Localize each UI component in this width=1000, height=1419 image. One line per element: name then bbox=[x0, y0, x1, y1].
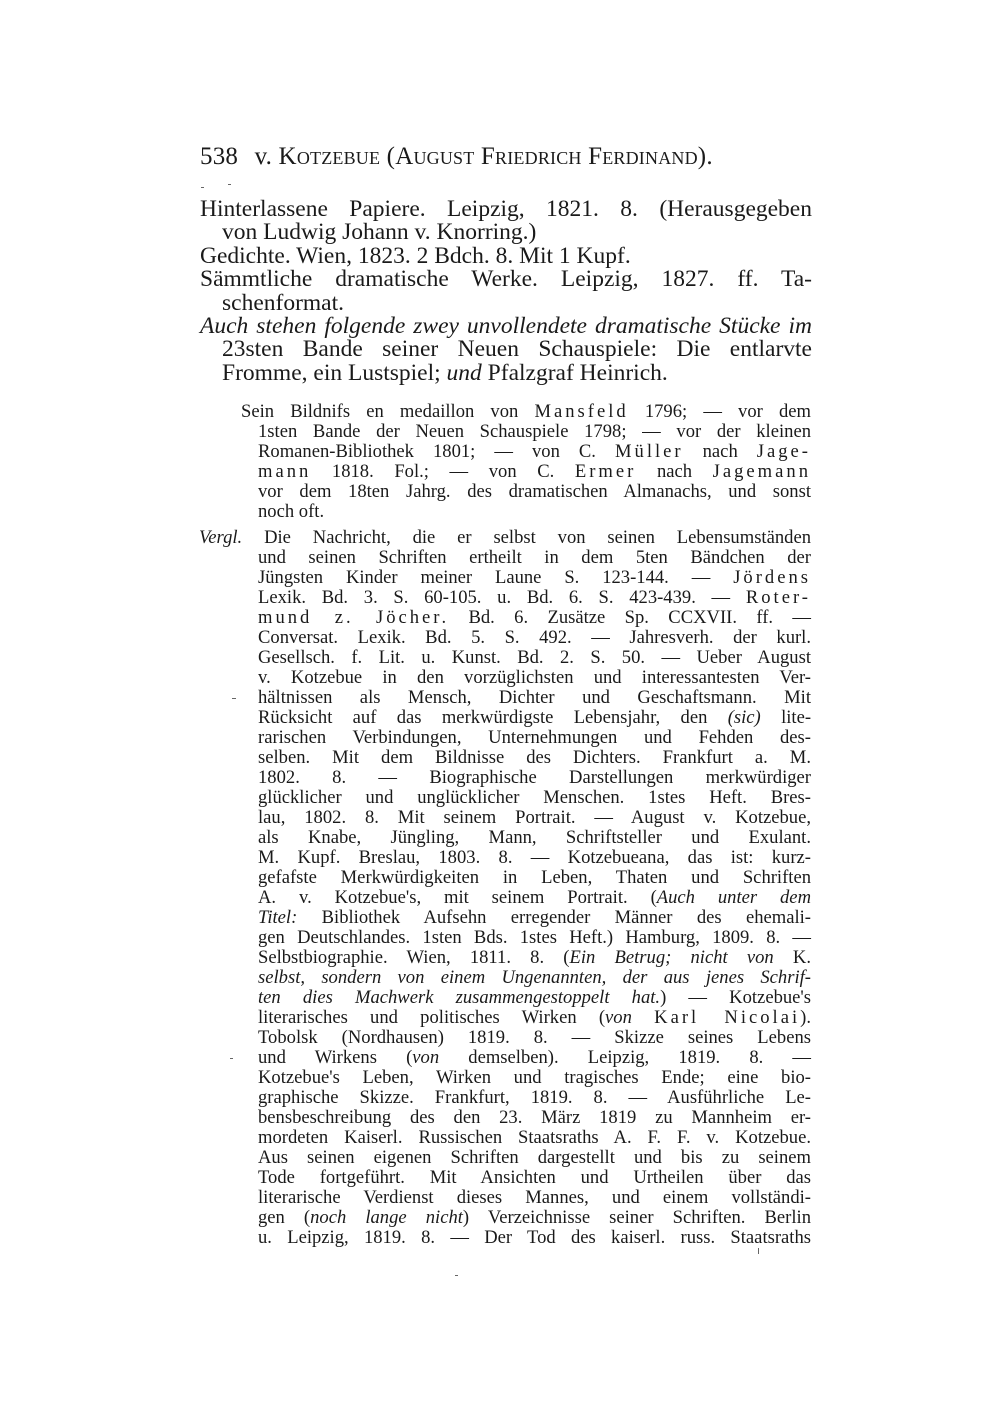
note-line: ten dies Machwerk zusammengestoppelt hat.) — Kotzebue's bbox=[258, 987, 811, 1008]
speck bbox=[232, 698, 236, 699]
note-line: rarischen Verbindungen, Unternehmungen und Fehden des- bbox=[258, 727, 811, 748]
note-line: Jüngsten Kinder meiner Laune S. 123-144. — Jördens bbox=[258, 567, 811, 588]
note-line: Lexik. Bd. 3. S. 60-105. u. Bd. 6. S. 423-439. — Roter- bbox=[258, 587, 811, 608]
note-line: selben. Mit dem Bildnisse des Dichters. Frankfurt a. M. bbox=[258, 747, 811, 768]
work-entry-line: Fromme, ein Lustspiel; und Pfalzgraf Heinrich. bbox=[222, 359, 668, 386]
note-line: gefafste Merkwürdigkeiten in Leben, Thaten und Schriften bbox=[258, 867, 811, 888]
note-line: M. Kupf. Breslau, 1803. 8. — Kotzebueana, das ist: kurz- bbox=[258, 847, 811, 868]
note-line: mann 1818. Fol.; — von C. Ermer nach Jagemann bbox=[258, 461, 811, 482]
work-entry-line: schenformat. bbox=[222, 289, 345, 316]
note-line: Romanen-Bibliothek 1801; — von C. Müller nach Jage- bbox=[258, 441, 811, 462]
speck bbox=[228, 184, 231, 185]
note-line: literarisches und politisches Wirken (von Karl Nicolai). bbox=[258, 1007, 811, 1028]
note-line: glücklicher und unglücklicher Menschen. 1stes Heft. Bres- bbox=[258, 787, 811, 808]
note-line: Conversat. Lexik. Bd. 5. S. 492. — Jahresverh. der kurl. bbox=[258, 627, 811, 648]
note-line: Titel: Bibliothek Aufsehn erregender Männer des ehemali- bbox=[258, 907, 811, 928]
note-line: Vergl. Die Nachricht, die er selbst von seinen Lebensumständen bbox=[199, 527, 811, 548]
work-entry-line: Sämmtliche dramatische Werke. Leipzig, 1827. ff. Ta- bbox=[200, 266, 812, 293]
work-entry-line: Auch stehen folgende zwey unvollendete dramatische Stücke im bbox=[200, 312, 812, 339]
note-line: 1802. 8. — Biographische Darstellungen merkwürdiger bbox=[258, 767, 811, 788]
works-list bbox=[200, 198, 812, 385]
note-line: Selbstbiographie. Wien, 1811. 8. (Ein Betrug; nicht von K. bbox=[258, 947, 811, 968]
note-line: v. Kotzebue in den vorzüglichsten und interessantesten Ver- bbox=[258, 667, 811, 688]
page-number: 538 bbox=[200, 143, 239, 170]
note-line: vor dem 18ten Jahrg. des dramatischen Almanachs, und sonst bbox=[258, 481, 811, 502]
work-entry-line: 23sten Bande seiner Neuen Schauspiele: Die entlarvte bbox=[222, 336, 812, 363]
note-line: noch oft. bbox=[258, 501, 325, 522]
note-line: lau, 1802. 8. Mit seinem Portrait. — August v. Kotzebue, bbox=[258, 807, 811, 828]
note-line: literarische Verdienst dieses Mannes, und einem vollständi- bbox=[258, 1187, 811, 1208]
note-line: graphische Skizze. Frankfurt, 1819. 8. — Ausführliche Le- bbox=[258, 1087, 811, 1108]
note-line: und Wirkens (von demselben). Leipzig, 1819. 8. — bbox=[258, 1047, 811, 1068]
note-line: Tobolsk (Nordhausen) 1819. 8. — Skizze seines Lebens bbox=[258, 1027, 811, 1048]
note-line: Aus seinen eigenen Schriften dargestellt und bis zu seinem bbox=[258, 1147, 811, 1168]
work-entry-line: Gedichte. Wien, 1823. 2 Bdch. 8. Mit 1 Kupf. bbox=[200, 242, 631, 269]
header-title: v. KOTZEBUE (AUGUST FRIEDRICH FERDINAND). bbox=[254, 143, 713, 170]
note-line: hältnissen als Mensch, Dichter und Geschaftsmann. Mit bbox=[258, 687, 811, 708]
note-line: Rücksicht auf das merkwürdigste Lebensjahr, den (sic) lite- bbox=[258, 707, 812, 728]
work-entry-line: von Ludwig Johann v. Knorring.) bbox=[222, 219, 537, 246]
note-line: A. v. Kotzebue's, mit seinem Portrait. (Auch unter dem bbox=[258, 887, 811, 908]
note-line: 1sten Bande der Neuen Schauspiele 1798; — vor der kleinen bbox=[258, 421, 811, 442]
work-entry-line: Hinterlassene Papiere. Leipzig, 1821. 8. (Herausgegeben bbox=[200, 196, 812, 222]
portraits-paragraph bbox=[213, 402, 811, 522]
reference-label: Vergl. bbox=[199, 527, 243, 548]
speck bbox=[758, 1248, 759, 1254]
running-header bbox=[200, 143, 713, 171]
notes-block bbox=[199, 401, 812, 1248]
speck bbox=[230, 1058, 233, 1059]
note-line: Gesellsch. f. Lit. u. Kunst. Bd. 2. S. 50. — Ueber August bbox=[258, 647, 811, 668]
note-line: mordeten Kaiserl. Russischen Staatsraths A. F. F. v. Kotzebue. bbox=[258, 1127, 811, 1148]
note-line: mund z. Jöcher. Bd. 6. Zusätze Sp. CCXVII. ff. — bbox=[258, 607, 811, 628]
note-line: Tode fortgeführt. Mit Ansichten und Urtheilen über das bbox=[258, 1167, 811, 1188]
note-line: bensbeschreibung des den 23. März 1819 zu Mannheim er- bbox=[258, 1107, 811, 1128]
references-paragraph bbox=[199, 527, 812, 1248]
speck bbox=[455, 1275, 458, 1276]
note-line: gen Deutschlandes. 1sten Bds. 1stes Heft.) Hamburg, 1809. 8. — bbox=[258, 927, 811, 948]
note-line: als Knabe, Jüngling, Mann, Schriftsteller und Exulant. bbox=[258, 827, 811, 848]
note-line: selbst, sondern von einem Ungenannten, der aus jenes Schrif- bbox=[258, 967, 811, 988]
speck bbox=[201, 187, 204, 188]
note-line: gen (noch lange nicht) Verzeichnisse seiner Schriften. Berlin bbox=[258, 1207, 811, 1228]
note-line: und seinen Schriften ertheilt in dem 5ten Bändchen der bbox=[258, 547, 811, 568]
note-line: u. Leipzig, 1819. 8. — Der Tod des kaiserl. russ. Staatsraths bbox=[258, 1227, 811, 1248]
note-line: Sein Bildnifs en medaillon von Mansfeld 1796; — vor dem bbox=[241, 401, 811, 422]
note-line: Kotzebue's Leben, Wirken und tragisches Ende; eine bio- bbox=[258, 1067, 811, 1088]
